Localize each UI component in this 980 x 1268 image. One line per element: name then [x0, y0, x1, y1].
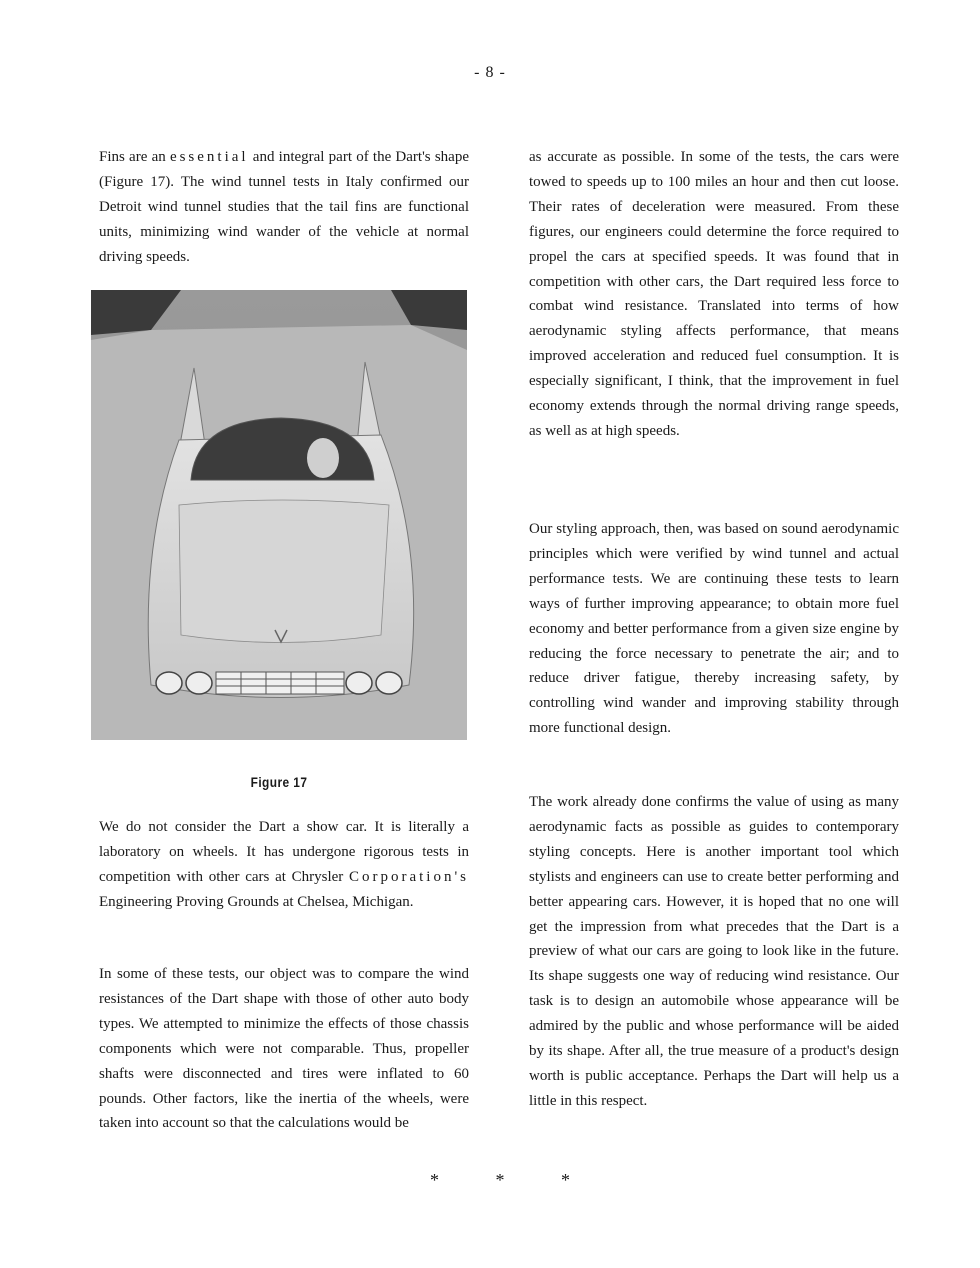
dart-car-illustration — [91, 290, 467, 740]
end-mark: * — [495, 1170, 505, 1190]
show-car-text-before: We do not consider the Dart a show car. It is literally a laboratory on wheels. It has undergone rigorous tests in competition with other cars at Chrysler — [99, 819, 469, 885]
page-number: - 8 - — [474, 64, 506, 81]
end-marks — [430, 1170, 570, 1191]
fins-text-before: Fins are an — [99, 149, 170, 165]
styling-paragraph — [529, 517, 899, 741]
show-car-emphasis-word: Corporation's — [348, 868, 469, 885]
show-car-paragraph — [99, 815, 469, 915]
show-car-text-after: Engineering Proving Grounds at Chelsea, Michigan. — [99, 893, 414, 910]
fins-paragraph — [99, 145, 469, 270]
end-mark: * — [561, 1170, 570, 1190]
end-mark: * — [430, 1170, 439, 1190]
accuracy-paragraph-text: as accurate as possible. In some of the tests, the cars were towed to speeds up to 100 miles an hour and then cut loose. Their rates of deceleration were measured. From these figures, our engineers could determine the force required to propel the cars at specified speeds. It was found that in competition with other cars, the Dart required less force to combat wind resistance. Translated into terms of how aerodynamic styling affects performance, that means improved acceleration and reduced fuel consumption. It is especially significant, I think, that the improvement in fuel economy extends through the normal driving range speeds, as well as at high speeds. — [529, 149, 899, 439]
tests-paragraph — [99, 962, 469, 1136]
styling-paragraph-text: Our styling approach, then, was based on sound aerodynamic principles which were verified by wind tunnel and actual performance tests. We are continuing these tests to learn ways of further improving appearance; to obtain more fuel economy and better performance from a given size engine by reducing the force necessary to penetrate the air; and to reduce driver fatigue, thereby increasing safety, by controlling wind wander and improving stability through more functional design. — [529, 521, 899, 737]
accuracy-paragraph — [529, 145, 899, 444]
tests-paragraph-text: In some of these tests, our object was to compare the wind resistances of the Dart shape with those of other auto body types. We attempted to minimize the effects of those chassis components which were not comparable. Thus, propeller shafts were disconnected and tires were inflated to 60 pounds. Other factors, like the inertia of the wheels, were taken into account so that the calculations would be — [99, 966, 469, 1132]
work-paragraph-text: The work already done confirms the value of using as many aerodynamic facts as possible as guides to contemporary styling concepts. Here is another important tool which stylists and engineers can use to create better performing and better appearing cars. However, it is hoped that no one will get the impression from what precedes that the Dart is a preview of what our cars are going to look like in the future. Its shape suggests one way of reducing wind resistance. Our task is to design an automobile whose appearance will be admired by the public and whose performance will be aided by its shape. After all, the true measure of a product's design worth is public acceptance. Perhaps the Dart will help us a little in this respect. — [529, 794, 899, 1109]
fins-text-after: and integral part of the Dart's shape (Figure 17). The wind tunnel tests in Italy confirmed our Detroit wind tunnel studies that the tail fins are functional units, minimizing wind wander of the vehicle at normal driving speeds. — [99, 149, 469, 265]
work-paragraph — [529, 790, 899, 1114]
figure-caption: Figure 17 — [250, 774, 308, 790]
fins-emphasis-word: essential — [169, 149, 249, 165]
figure-17-photo — [91, 290, 467, 740]
